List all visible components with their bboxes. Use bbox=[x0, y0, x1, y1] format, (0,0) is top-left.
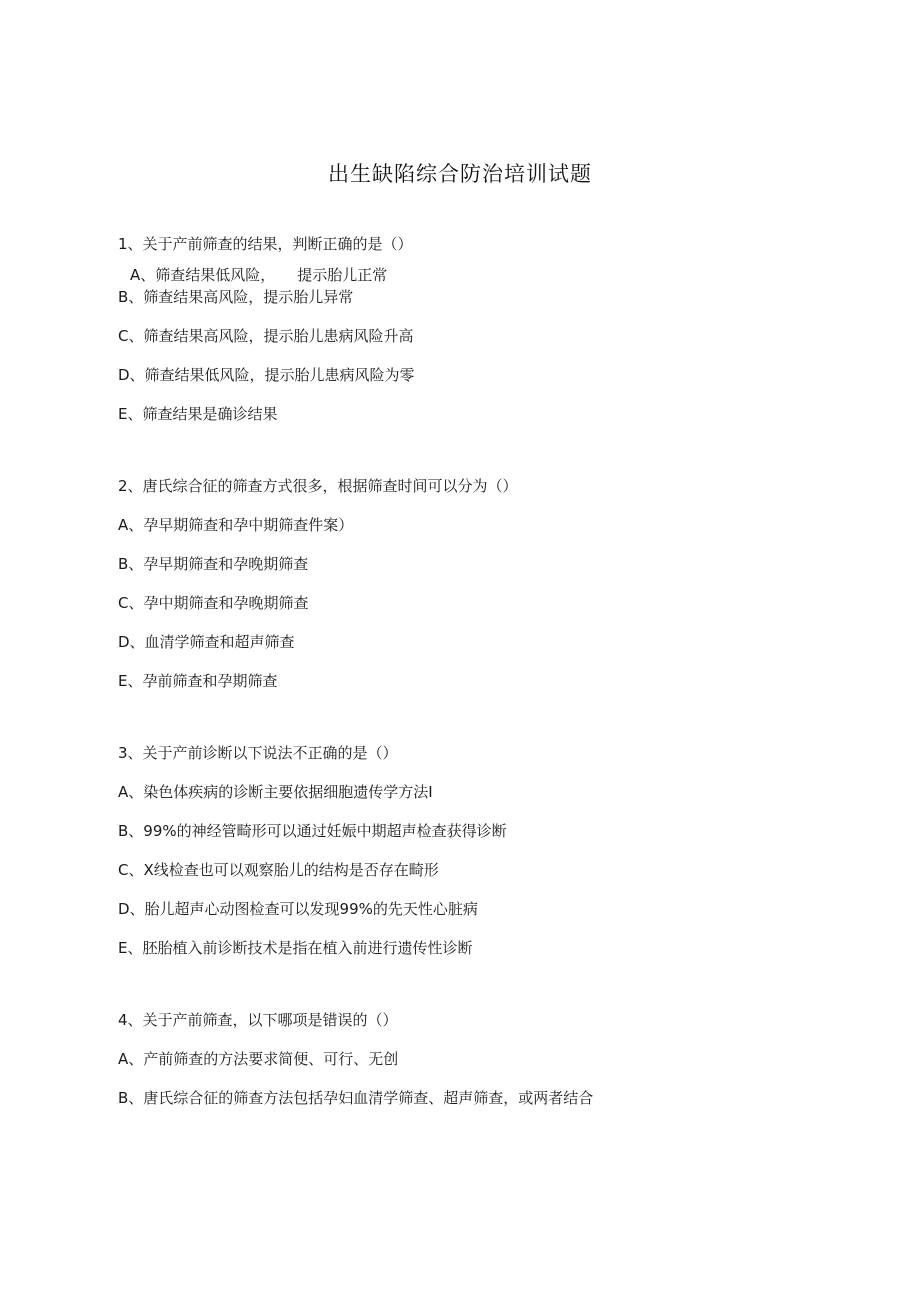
question-4-stem: 4、关于产前筛查，以下哪项是错误的（） bbox=[118, 1011, 398, 1029]
question-1-option-b: B、筛查结果高风险，提示胎儿异常 bbox=[118, 288, 354, 306]
question-3-option-a: A、染色体疾病的诊断主要依据细胞遗传学方法I bbox=[118, 783, 433, 801]
question-1-option-a bbox=[130, 265, 387, 285]
question-4-option-a: A、产前筛查的方法要求简便、可行、无创 bbox=[118, 1050, 399, 1068]
question-1-option-a-part2: 提示胎儿正常 bbox=[297, 266, 388, 284]
question-2-stem: 2、唐氏综合征的筛查方式很多，根据筛查时间可以分为（） bbox=[118, 477, 518, 495]
question-1-option-e: E、筛查结果是确诊结果 bbox=[118, 405, 278, 423]
question-2-option-a: A、孕早期筛查和孕中期筛查件案） bbox=[118, 516, 354, 534]
question-3-stem: 3、关于产前诊断以下说法不正确的是（） bbox=[118, 744, 398, 762]
question-2-option-d: D、血清学筛查和超声筛查 bbox=[118, 633, 295, 651]
question-1-option-a-part1: A、筛查结果低风险， bbox=[130, 266, 276, 284]
question-4-option-b: B、唐氏综合征的筛查方法包括孕妇血清学筛查、超声筛查，或两者结合 bbox=[118, 1089, 594, 1107]
question-3-option-b: B、99%的神经管畸形可以通过妊娠中期超声检查获得诊断 bbox=[118, 822, 507, 840]
document-title: 出生缺陷综合防治培训试题 bbox=[328, 162, 592, 186]
question-1-option-c: C、筛查结果高风险，提示胎儿患病风险升高 bbox=[118, 327, 414, 345]
question-2-option-b: B、孕早期筛查和孕晚期筛查 bbox=[118, 555, 309, 573]
question-3-option-c: C、X线检查也可以观察胎儿的结构是否存在畸形 bbox=[118, 861, 439, 879]
question-1-stem: 1、关于产前筛查的结果，判断正确的是（） bbox=[118, 235, 413, 253]
question-2-option-c: C、孕中期筛查和孕晚期筛查 bbox=[118, 594, 309, 612]
question-3-option-d: D、胎儿超声心动图检查可以发现99%的先天性心脏病 bbox=[118, 900, 478, 918]
question-2-option-e: E、孕前筛查和孕期筛查 bbox=[118, 672, 278, 690]
question-1-option-d: D、筛查结果低风险，提示胎儿患病风险为零 bbox=[118, 366, 415, 384]
question-3-option-e: E、胚胎植入前诊断技术是指在植入前进行遗传性诊断 bbox=[118, 939, 473, 957]
